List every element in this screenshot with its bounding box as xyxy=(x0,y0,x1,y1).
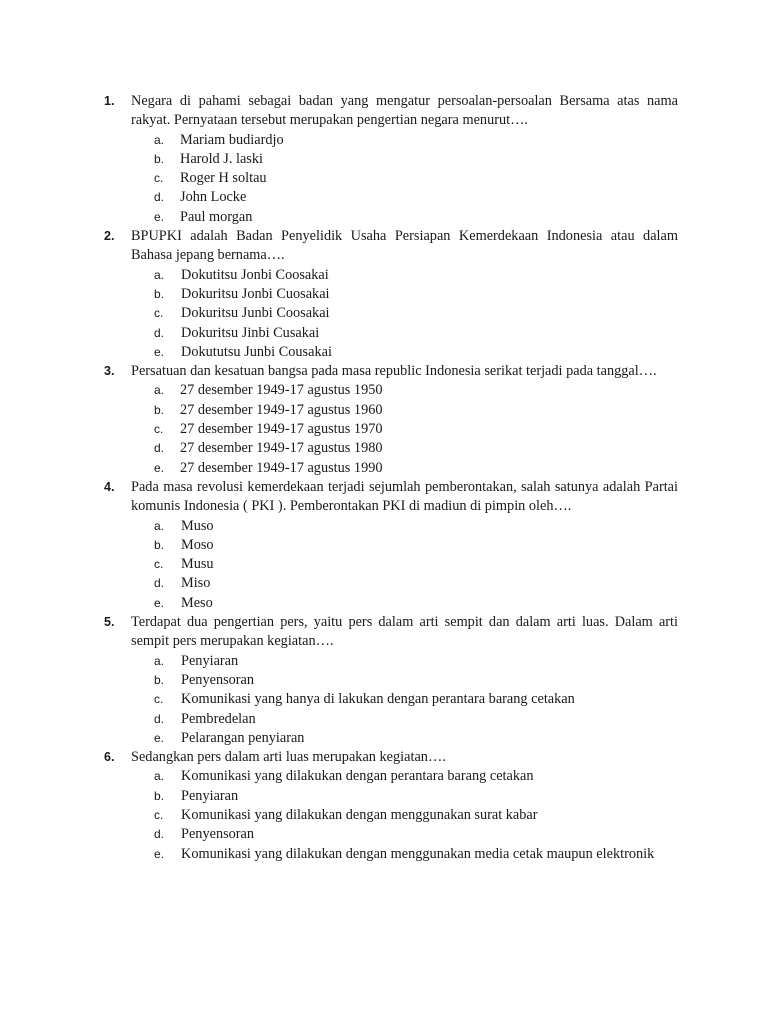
option-text: Penyiaran xyxy=(181,787,239,804)
question-text: Sedangkan pers dalam arti luas merupakan kegiatan…. xyxy=(131,749,446,766)
option-label: d. xyxy=(154,441,165,456)
option-c xyxy=(131,806,678,825)
option-text: Mariam budiardjo xyxy=(180,131,284,148)
question-text: Persatuan dan kesatuan bangsa pada masa republic Indonesia serikat terjadi pada tanggal…. xyxy=(131,363,657,380)
option-a xyxy=(131,131,678,150)
option-label: b. xyxy=(154,537,165,552)
option-list xyxy=(131,266,678,362)
option-b xyxy=(131,285,678,304)
question-text: BPUPKI adalah Badan Penyelidik Usaha Persiapan Kemerdekaan Indonesia atau dalam Bahasa jepang bernama…. xyxy=(131,228,678,264)
option-a xyxy=(131,517,678,536)
option-text: 27 desember 1949-17 agustus 1990 xyxy=(180,459,383,476)
option-list xyxy=(131,131,678,227)
option-e xyxy=(131,729,678,748)
option-label: a. xyxy=(154,518,165,533)
option-label: e. xyxy=(154,209,165,224)
option-text: Roger H soltau xyxy=(180,170,267,187)
option-label: c. xyxy=(154,557,164,572)
option-b xyxy=(131,150,678,169)
option-d xyxy=(131,188,678,207)
question-number: 3. xyxy=(104,364,115,379)
option-text: Komunikasi yang dilakukan dengan perantara barang cetakan xyxy=(181,768,534,785)
option-text: 27 desember 1949-17 agustus 1970 xyxy=(180,421,383,438)
question-text: Pada masa revolusi kemerdekaan terjadi sejumlah pemberontakan, salah satunya adalah Partai komunis Indonesia ( PKI ). Pemberontakan PKI di madiun di pimpin oleh…. xyxy=(131,478,678,515)
option-e xyxy=(131,343,678,362)
option-text: 27 desember 1949-17 agustus 1960 xyxy=(180,401,383,418)
option-label: c. xyxy=(154,692,164,707)
option-text: Moso xyxy=(181,536,214,553)
question-6 xyxy=(104,748,678,864)
option-a xyxy=(131,652,678,671)
option-b xyxy=(131,671,678,690)
option-text: John Locke xyxy=(180,189,247,206)
option-text: Muso xyxy=(181,517,214,534)
option-b xyxy=(131,787,678,806)
option-text: Komunikasi yang hanya di lakukan dengan perantara barang cetakan xyxy=(181,691,575,708)
option-text: Pembredelan xyxy=(181,710,256,727)
question-2 xyxy=(104,227,678,362)
option-text: Penyiaran xyxy=(181,652,239,669)
option-label: e. xyxy=(154,460,165,475)
option-list xyxy=(131,517,678,613)
option-text: Penyensoran xyxy=(181,671,255,688)
option-text: Paul morgan xyxy=(180,208,253,225)
option-list xyxy=(131,767,678,863)
question-3 xyxy=(104,362,678,478)
option-d xyxy=(131,710,678,729)
option-d xyxy=(131,825,678,844)
option-label: d. xyxy=(154,576,165,591)
option-d xyxy=(131,439,678,458)
question-number: 4. xyxy=(104,479,115,494)
option-label: b. xyxy=(154,402,165,417)
option-text: Harold J. laski xyxy=(180,150,263,167)
option-text: Miso xyxy=(181,575,211,592)
option-text: Pelarangan penyiaran xyxy=(181,729,305,746)
question-number: 1. xyxy=(104,94,115,108)
option-label: b. xyxy=(154,788,165,803)
option-e xyxy=(131,459,678,478)
option-label: c. xyxy=(154,171,164,186)
option-label: a. xyxy=(154,267,165,282)
option-a xyxy=(131,266,678,285)
question-text: Terdapat dua pengertian pers, yaitu pers dalam arti sempit dan dalam arti luas. Dalam arti sempit pers merupakan kegiatan…. xyxy=(131,614,678,650)
option-text: Dokututsu Junbi Cousakai xyxy=(181,343,332,360)
option-label: c. xyxy=(154,306,164,321)
option-e xyxy=(131,208,678,227)
question-4 xyxy=(104,478,678,613)
option-c xyxy=(131,169,678,188)
option-label: d. xyxy=(154,190,165,205)
option-label: e. xyxy=(154,846,165,861)
option-text: Musu xyxy=(181,556,214,573)
option-b xyxy=(131,536,678,555)
option-label: a. xyxy=(154,132,165,147)
option-a xyxy=(131,767,678,786)
option-text: Komunikasi yang dilakukan dengan menggunakan surat kabar xyxy=(181,806,538,823)
option-label: b. xyxy=(154,286,165,301)
option-d xyxy=(131,324,678,343)
option-label: d. xyxy=(154,711,165,726)
option-label: e. xyxy=(154,595,165,610)
option-text: Dokutitsu Jonbi Coosakai xyxy=(181,266,329,283)
question-text: Negara di pahami sebagai badan yang mengatur persoalan-persoalan Bersama atas nama rakyat. Pernyataan tersebut merupakan pengertian negara menurut…. xyxy=(131,93,678,129)
question-5 xyxy=(104,613,678,748)
option-text: 27 desember 1949-17 agustus 1980 xyxy=(180,440,383,457)
question-1 xyxy=(104,92,678,227)
option-label: b. xyxy=(154,672,165,687)
option-e xyxy=(131,845,678,864)
option-c xyxy=(131,555,678,574)
option-label: d. xyxy=(154,827,165,842)
question-number: 5. xyxy=(104,615,115,630)
option-list xyxy=(131,381,678,477)
question-number: 6. xyxy=(104,750,115,765)
option-b xyxy=(131,401,678,420)
option-c xyxy=(131,304,678,323)
option-text: Penyensoran xyxy=(181,826,255,843)
option-label: c. xyxy=(154,422,164,437)
option-label: c. xyxy=(154,807,164,822)
option-text: 27 desember 1949-17 agustus 1950 xyxy=(180,382,383,399)
option-label: b. xyxy=(154,151,165,166)
option-text: Meso xyxy=(181,594,213,611)
option-label: e. xyxy=(154,730,165,745)
option-text: Dokuritsu Jonbi Cuosakai xyxy=(181,285,330,302)
option-label: a. xyxy=(154,769,165,784)
option-list xyxy=(131,652,678,748)
question-number: 2. xyxy=(104,229,115,244)
option-text: Dokuritsu Junbi Coosakai xyxy=(181,305,330,322)
option-e xyxy=(131,594,678,613)
question-list xyxy=(104,92,678,864)
option-label: a. xyxy=(154,653,165,668)
option-text: Komunikasi yang dilakukan dengan menggunakan media cetak maupun elektronik xyxy=(181,845,655,862)
option-c xyxy=(131,690,678,709)
option-a xyxy=(131,381,678,400)
option-label: d. xyxy=(154,325,165,340)
option-c xyxy=(131,420,678,439)
option-label: a. xyxy=(154,383,165,398)
option-d xyxy=(131,574,678,593)
option-label: e. xyxy=(154,344,165,359)
option-text: Dokuritsu Jinbi Cusakai xyxy=(181,324,320,341)
